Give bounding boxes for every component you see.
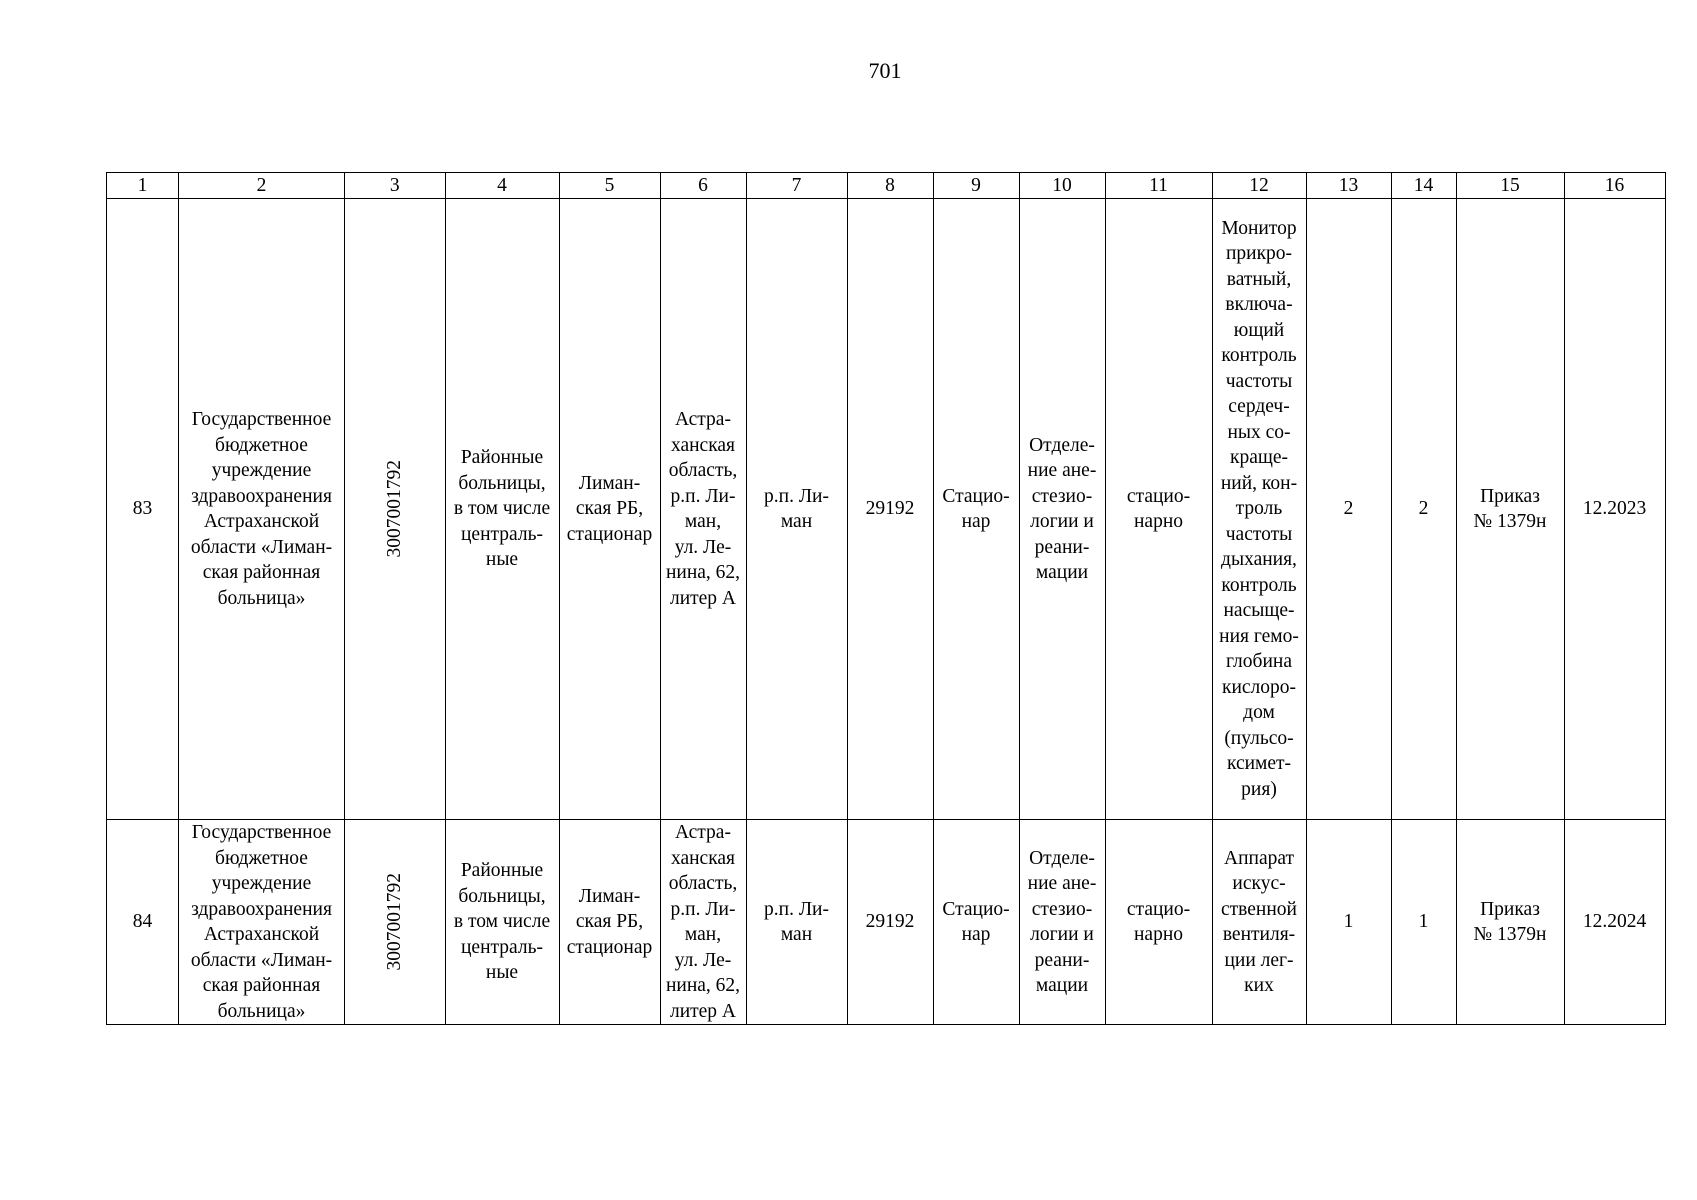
care-form: стацио- нарно [1105, 199, 1212, 820]
column-number: 16 [1564, 173, 1665, 199]
quantity-required: 1 [1306, 820, 1391, 1025]
column-number: 9 [933, 173, 1019, 199]
delivery-date: 12.2024 [1564, 820, 1665, 1025]
inn-cell [345, 820, 446, 1025]
inn-value: 3007001792 [384, 460, 405, 558]
code: 29192 [847, 820, 933, 1025]
column-number: 1 [107, 173, 179, 199]
inn-value: 3007001792 [384, 873, 405, 971]
row-number: 84 [107, 820, 179, 1025]
page-number: 701 [868, 58, 902, 83]
department: Отделе- ние ане- стезио- логии и реани- мации [1019, 820, 1105, 1025]
column-number: 12 [1212, 173, 1306, 199]
column-number: 11 [1105, 173, 1212, 199]
order-reference: Приказ № 1379н [1456, 199, 1564, 820]
delivery-date: 12.2023 [1564, 199, 1665, 820]
table-header-row [107, 173, 1666, 199]
quantity-planned: 2 [1391, 199, 1456, 820]
column-number: 7 [746, 173, 847, 199]
care-type: Стацио- нар [933, 199, 1019, 820]
inn-cell [345, 199, 446, 820]
column-number: 13 [1306, 173, 1391, 199]
care-type: Стацио- нар [933, 820, 1019, 1025]
locality: р.п. Ли- ман [746, 199, 847, 820]
order-reference: Приказ № 1379н [1456, 820, 1564, 1025]
quantity-planned: 1 [1391, 820, 1456, 1025]
care-form: стацио- нарно [1105, 820, 1212, 1025]
table-row [107, 199, 1666, 820]
locality: р.п. Ли- ман [746, 820, 847, 1025]
row-number: 83 [107, 199, 179, 820]
equipment-table [106, 172, 1666, 1025]
quantity-required: 2 [1306, 199, 1391, 820]
organization-name: Государственное бюджетное учреждение здравоохранения Астраханской области «Лиман- ская районная больница» [179, 820, 345, 1025]
column-number: 6 [660, 173, 746, 199]
column-number: 14 [1391, 173, 1456, 199]
column-number: 15 [1456, 173, 1564, 199]
column-number: 4 [445, 173, 559, 199]
column-number: 10 [1019, 173, 1105, 199]
department: Отделе- ние ане- стезио- логии и реани- мации [1019, 199, 1105, 820]
organization-name: Государственное бюджетное учреждение здравоохранения Астраханской области «Лиман- ская районная больница» [179, 199, 345, 820]
table-row [107, 820, 1666, 1025]
equipment-name: Монитор прикро- ватный, включа- ющий контроль частоты сердеч- ных со- краще- ний, кон- троль частоты дыхания, контроль насыще- ния гемо- глобина кислоро- дом (пульсо- ксимет- рия) [1212, 199, 1306, 820]
facility-type: Районные больницы, в том числе централь- ные [445, 199, 559, 820]
address: Астра- ханская область, р.п. Ли- ман, ул. Ле- нина, 62, литер А [660, 820, 746, 1025]
equipment-name: Аппарат искус- ственной вентиля- ции лег- ких [1212, 820, 1306, 1025]
column-number: 2 [179, 173, 345, 199]
facility-name: Лиман- ская РБ, стационар [559, 820, 660, 1025]
code: 29192 [847, 199, 933, 820]
address: Астра- ханская область, р.п. Ли- ман, ул. Ле- нина, 62, литер А [660, 199, 746, 820]
column-number: 3 [345, 173, 446, 199]
facility-name: Лиман- ская РБ, стационар [559, 199, 660, 820]
column-number: 5 [559, 173, 660, 199]
facility-type: Районные больницы, в том числе централь- ные [445, 820, 559, 1025]
column-number: 8 [847, 173, 933, 199]
